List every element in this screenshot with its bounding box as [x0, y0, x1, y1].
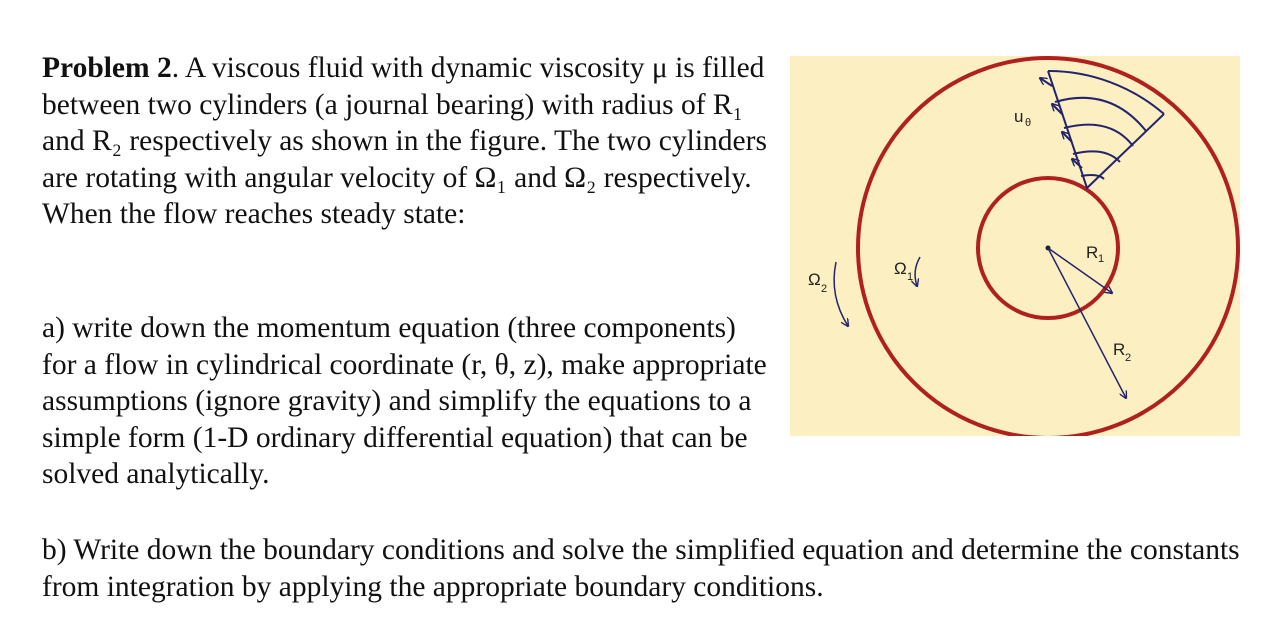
omega2-label: Ω [808, 270, 821, 289]
r2-subscript: 2 [1125, 352, 1132, 364]
part-a-text: a) write down the momentum equation (three components) for a flow in cylindrical coordinate (r, θ, z), make appropriate assumptions (ignore gravity) and simplify the equations to a simple form (1-D ordinary differential equation) that can be solved analytically. [42, 312, 767, 490]
profile-edge [1048, 71, 1164, 188]
part-b-text: b) Write down the boundary conditions and solve the simplified equation and determine the constants from integration by applying the appropriate boundary conditions. [42, 534, 1240, 603]
omega2-rotation-arrow [834, 262, 848, 326]
problem-heading: Problem 2 [42, 52, 172, 84]
u-theta-subscript: θ [1025, 117, 1032, 129]
omega1-subscript: 1 [907, 271, 914, 283]
figure-drawing [790, 56, 1240, 436]
problem-intro [42, 50, 772, 233]
profile-curve-3 [1073, 151, 1120, 162]
r1-subscript: 1 [1098, 253, 1105, 265]
u-theta-label: u [1014, 107, 1024, 126]
omega1-label: Ω [894, 259, 907, 278]
omega2-subscript: 2 [821, 283, 828, 295]
velocity-profile [1040, 71, 1164, 188]
profile-outer-arc [1048, 71, 1164, 114]
omega1-rotation-arrow [915, 257, 920, 286]
r1-label: R [1086, 243, 1099, 262]
problem-statement: . A viscous fluid with dynamic viscosity μ is filled between two cylinders (a journal bearing) with radius of R₁ and R₂ respectively as shown in the figure. The two cylinders are rotating with angular velocity of Ω₁ and Ω₂ respectively. When the flow reaches steady state: [42, 52, 767, 230]
journal-bearing-figure [790, 56, 1240, 436]
r2-label: R [1113, 340, 1126, 359]
profile-curve-2 [1064, 125, 1133, 146]
